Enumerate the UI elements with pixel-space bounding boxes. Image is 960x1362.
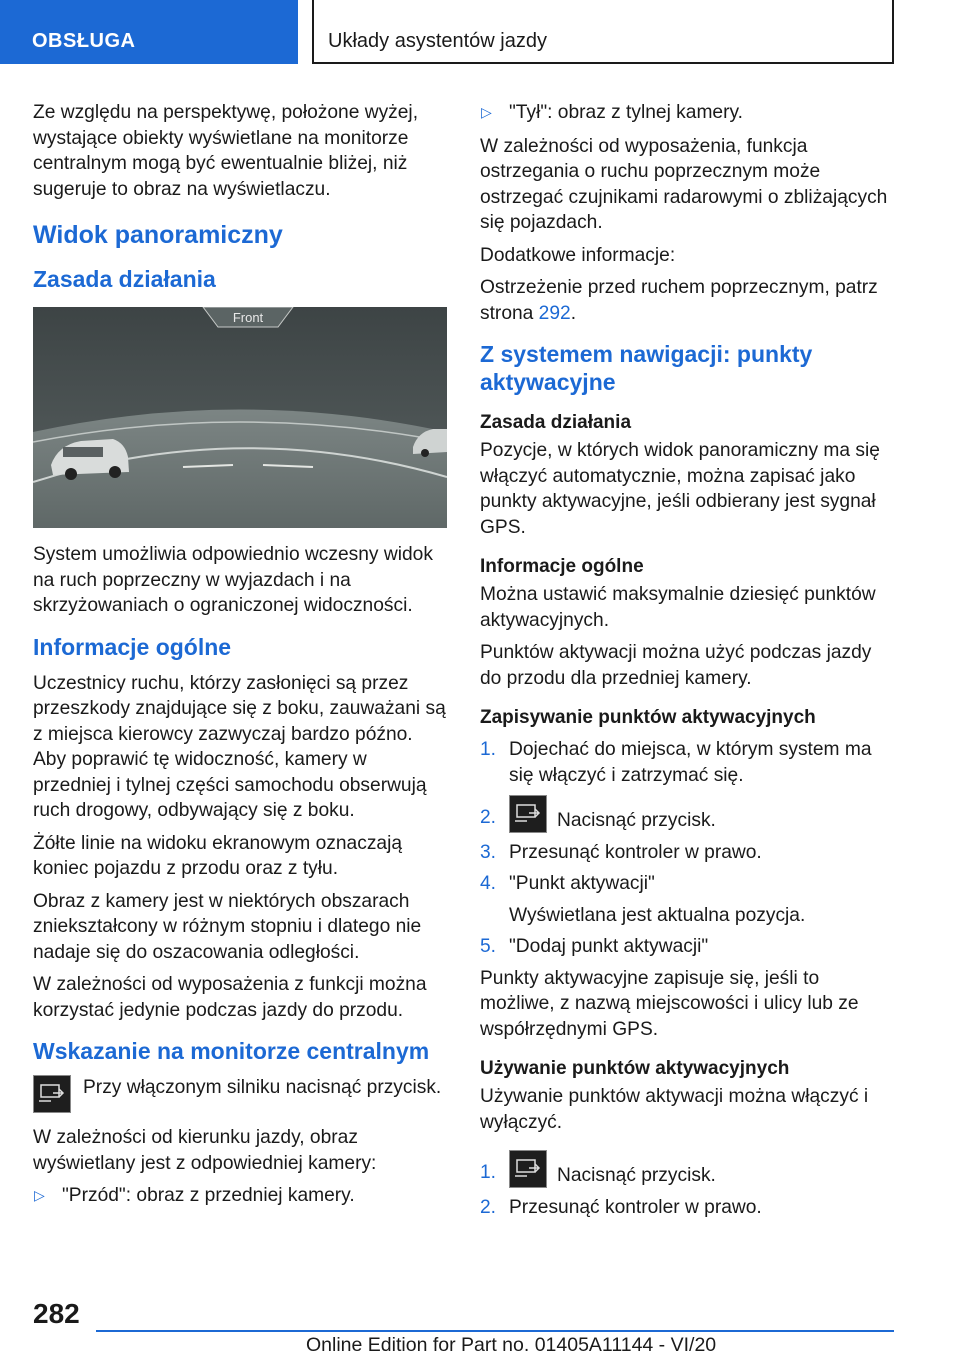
max-points-paragraph: Można ustawić maksymalnie dziesięć punktów aktywacyjnych.: [480, 584, 876, 631]
intro-paragraph: Ze względu na perspektywę, położone wyżej, wystające obiekty wyświetlane na monitorze centralnym mogą być ewentualnie bliżej, niż sugeruje to obraz na wyświetlaczu.: [33, 102, 419, 200]
list-item: ▷ "Tył": obraz z tylnej kamery.: [480, 100, 894, 126]
step-sub-text: Wyświetlana jest aktualna pozycja.: [509, 904, 806, 926]
list-item: 1. Dojechać do miejsca, w którym system ma się włączyć i zatrzymać się.: [480, 739, 872, 786]
footer-edition: Online Edition for Part no. 01405A11144 - VI/20: [306, 1334, 717, 1356]
positions-paragraph: Pozycje, w których widok panoramiczny ma się włączyć automatycznie, można zapisać jako punkty aktywacyjne, jeśli odbierany jest sygnał GPS.: [480, 440, 880, 538]
list-item: 2. Nacisnąć przycisk.: [480, 794, 894, 834]
direction-paragraph: W zależności od kierunku jazdy, obraz wyświetlany jest z odpowiedniej kamery:: [33, 1127, 377, 1174]
button-instruction-text: Przy włączonym silniku nacisnąć przycisk.: [83, 1077, 442, 1098]
footer-divider: [96, 1330, 894, 1332]
camera-button-icon: [509, 795, 547, 833]
page-number: 282: [33, 1298, 80, 1329]
list-item: 1. Nacisnąć przycisk.: [480, 1149, 894, 1189]
system-paragraph: System umożliwia odpowiednio wczesny widok na ruch poprzeczny w wyjazdach i na skrzyżowaniach o ograniczonej widoczności.: [33, 544, 433, 616]
heading-widok-panoramiczny: Widok panoramiczny: [33, 221, 283, 249]
triangle-bullet-icon: ▷: [481, 104, 492, 120]
section-tab: OBSŁUGA: [0, 0, 298, 64]
heading-zasada-dzialania: Zasada działania: [33, 266, 216, 292]
toggle-points-paragraph: Używanie punktów aktywacji można włączyć i wyłączyć.: [480, 1086, 869, 1133]
chapter-title: Układy asystentów jazdy: [312, 0, 894, 64]
page-link[interactable]: 292: [538, 302, 571, 324]
left-column: [33, 100, 447, 1217]
additional-info-label: Dodatkowe informacje:: [480, 244, 676, 266]
list-item: ▷ "Przód": obraz z przedniej kamery.: [33, 1183, 447, 1209]
heading-wskazanie: Wskazanie na monitorze centralnym: [33, 1038, 430, 1064]
list-item: 2. Przesunąć kontroler w prawo.: [480, 1196, 762, 1218]
list-item: 5. "Dodaj punkt aktywacji": [480, 936, 709, 957]
general-info-paragraph-4: W zależności od wyposażenia z funkcji można korzystać jedynie podczas jazdy do przodu.: [33, 974, 427, 1021]
saved-points-paragraph: Punkty aktywacyjne zapisuje się, jeśli to możliwe, z nazwą miejscowości i ulicy lub ze współrzędnymi GPS.: [480, 967, 859, 1040]
subheading-informacje: Informacje ogólne: [480, 556, 644, 577]
button-instruction: [33, 1075, 447, 1113]
general-info-paragraph-2: Żółte linie na widoku ekranowym oznaczają koniec pojazdu z przodu oraz z tyłu.: [33, 832, 403, 879]
camera-button-icon: [33, 1075, 71, 1113]
photo-front-label: Front: [232, 310, 264, 325]
list-item: 4. "Punkt aktywacji": [480, 873, 655, 894]
heading-nawigacja: Z systemem nawigacji: punkty aktywacyjne: [480, 341, 813, 395]
general-info-paragraph-3: Obraz z kamery jest w niektórych obszarach zniekształcony w różnym stopniu i dlatego nie nadaje się do oszacowania odległości.: [33, 890, 422, 963]
panorama-view-photo: [33, 307, 447, 528]
heading-informacje-ogolne: Informacje ogólne: [33, 633, 232, 660]
use-points-paragraph: Punktów aktywacji można użyć podczas jazdy do przodu dla przedniej kamery.: [480, 642, 872, 689]
subheading-zasada: Zasada działania: [480, 412, 632, 433]
general-info-paragraph-1: Uczestnicy ruchu, którzy zasłonięci są przez przeszkody znajdujące się z boku, zauważani są z miejsca kierowcy zazwyczaj bardzo późno. Aby poprawić tę widoczność, kamery w przedniej i tylnej części samochodu obserwują ruch drogowy, odbywający się z boku.: [33, 672, 446, 821]
triangle-bullet-icon: ▷: [34, 1187, 45, 1203]
subheading-zapisywanie: Zapisywanie punktów aktywacyjnych: [480, 707, 816, 728]
right-column: [480, 100, 894, 1226]
list-item: 3. Przesunąć kontroler w prawo.: [480, 841, 762, 863]
reference-paragraph: Ostrzeżenie przed ruchem poprzecznym, patrz strona 292.: [480, 277, 878, 324]
camera-button-icon: [509, 1150, 547, 1188]
subheading-uzywanie: Używanie punktów aktywacyjnych: [480, 1058, 790, 1079]
cross-traffic-paragraph: W zależności od wyposażenia, funkcja ostrzegania o ruchu poprzecznym może ostrzegać czujnikami radarowymi o zbliżających się pojazdach.: [480, 135, 888, 233]
